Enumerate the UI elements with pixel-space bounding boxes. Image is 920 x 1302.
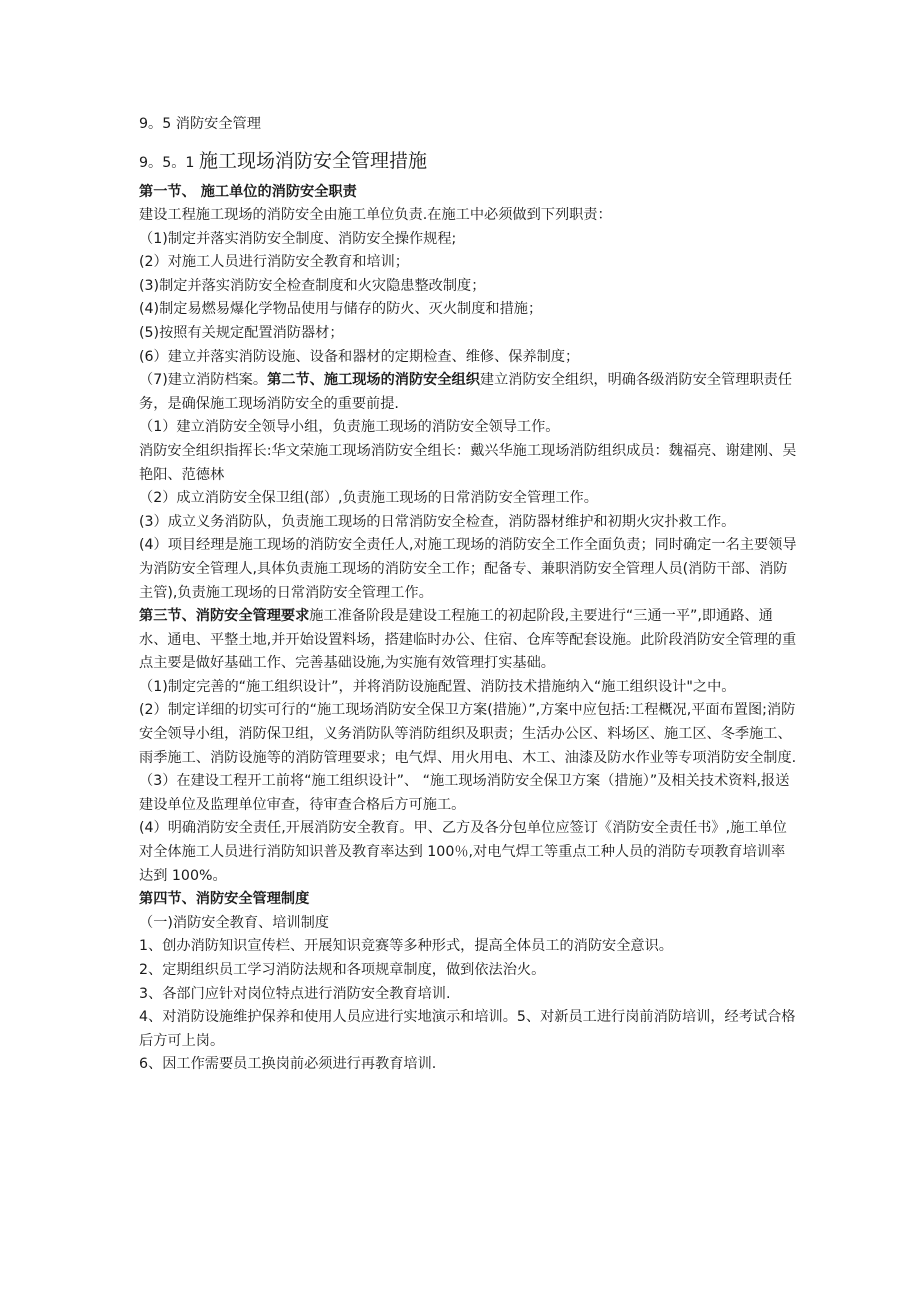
section-3-intro: 施工准备阶段是建设工程施工的初起阶段,主要进行“三通一平”,即通路、通水、通电、平整土地,并开始设置料场，搭建临时办公、住宿、仓库等配套设施。此阶段消防安全管理的重点主要是做好基础工作、完善基础设施,为实施有效管理打实基础。	[139, 608, 797, 672]
paragraph: 1、创办消防知识宣传栏、开展知识竞赛等多种形式，提高全体员工的消防安全意识。	[139, 938, 673, 955]
section-1-intro: 建设工程施工现场的消防安全由施工单位负责.在施工中必须做到下列职责：	[139, 207, 612, 223]
paragraph: (6）建立并落实消防设施、设备和器材的定期检查、维修、保养制度；	[139, 348, 580, 365]
paragraph: (3）成立义务消防队，负责施工现场的日常消防安全检查，消防器材维护和初期火灾扑救工作。	[139, 513, 736, 530]
paragraph: (2）对施工人员进行消防安全教育和培训；	[139, 254, 409, 271]
section-3-paragraph	[139, 605, 799, 676]
paragraph: （3）在建设工程开工前将“施工组织设计”、 “施工现场消防安全保卫方案（措施）”及相关技术资料,报送建设单位及监理单位审查，待审查合格后方可施工。	[139, 773, 790, 813]
paragraph: (4)制定易燃易爆化学物品使用与储存的防火、灭火制度和措施；	[139, 301, 543, 318]
paragraph: （1）建立消防安全领导小组，负责施工现场的消防安全领导工作。	[139, 419, 560, 436]
paragraph: （1)制定并落实消防安全制度、消防安全操作规程;	[139, 230, 457, 247]
heading-text: 施工现场消防安全管理措施	[198, 150, 427, 172]
section-1-title: 第一节、 施工单位的消防安全职责	[139, 184, 357, 200]
paragraph: 4、对消防设施维护保养和使用人员应进行实地演示和培训。5、对新员工进行岗前消防培训，经考试合格后方可上岗。	[139, 1009, 796, 1049]
paragraph: (2）制定详细的切实可行的“施工现场消防安全保卫方案(措施）”,方案中应包括:工程概况,平面布置图;消防安全领导小组，消防保卫组，义务消防队等消防组织及职责；生活办公区、料场区、施工区、冬季施工、雨季施工、消防设施等的消防管理要求；电气焊、用火用电、木工、油漆及防水作业等专项消防安全制度.	[139, 702, 797, 766]
paragraph-item-7-with-section-2	[139, 369, 799, 416]
paragraph: (4）明确消防安全责任,开展消防安全教育。甲、乙方及各分包单位应签订《消防安全责任书》,施工单位对全体施工人员进行消防知识普及教育率达到 100％,对电气焊工等重点工种人员的消防专项教育培训率达到 100%。	[139, 820, 787, 884]
document-page	[139, 112, 799, 1077]
heading-number: 9。5。1	[139, 155, 199, 171]
paragraph: (5)按照有关规定配置消防器材；	[139, 324, 344, 341]
item-7-text: （7)建立消防档案。	[139, 372, 268, 389]
paragraph: （2）成立消防安全保卫组(部）,负责施工现场的日常消防安全管理工作。	[139, 490, 598, 507]
section-heading-9-5-1	[139, 146, 799, 178]
section-3-title: 第三节、消防安全管理要求	[139, 608, 310, 625]
paragraph: 消防安全组织指挥长:华文荣施工现场消防安全组长：戴兴华施工现场消防组织成员：魏福亮、谢建刚、吴艳阳、范德林	[139, 442, 797, 483]
paragraph: (4）项目经理是施工现场的消防安全责任人,对施工现场的消防安全工作全面负责；同时确定一名主要领导为消防安全管理人,具体负责施工现场的消防安全工作；配备专、兼职消防安全管理人员(消防干部、消防主管),负责施工现场的日常消防安全管理工作。	[139, 537, 797, 601]
paragraph: 6、因工作需要员工换岗前必须进行再教育培训.	[139, 1056, 437, 1073]
section-heading-9-5: 9。5 消防安全管理	[139, 116, 261, 132]
section-2-intro: 建立消防安全组织，明确各级消防安全管理职责任务，是确保施工现场消防安全的重要前提.	[139, 372, 793, 412]
paragraph: (3)制定并落实消防安全检查制度和火灾隐患整改制度；	[139, 277, 486, 294]
paragraph: （1)制定完善的“施工组织设计”，并将消防设施配置、消防技术措施纳入“施工组织设计"之中。	[139, 678, 736, 695]
paragraph: 2、定期组织员工学习消防法规和各项规章制度，做到依法治火。	[139, 962, 546, 978]
section-2-title: 第二节、施工现场的消防安全组织	[267, 372, 480, 389]
section-4-title: 第四节、消防安全管理制度	[139, 891, 310, 908]
paragraph: （一)消防安全教育、培训制度	[139, 914, 329, 931]
paragraph: 3、各部门应针对岗位特点进行消防安全教育培训.	[139, 985, 451, 1002]
